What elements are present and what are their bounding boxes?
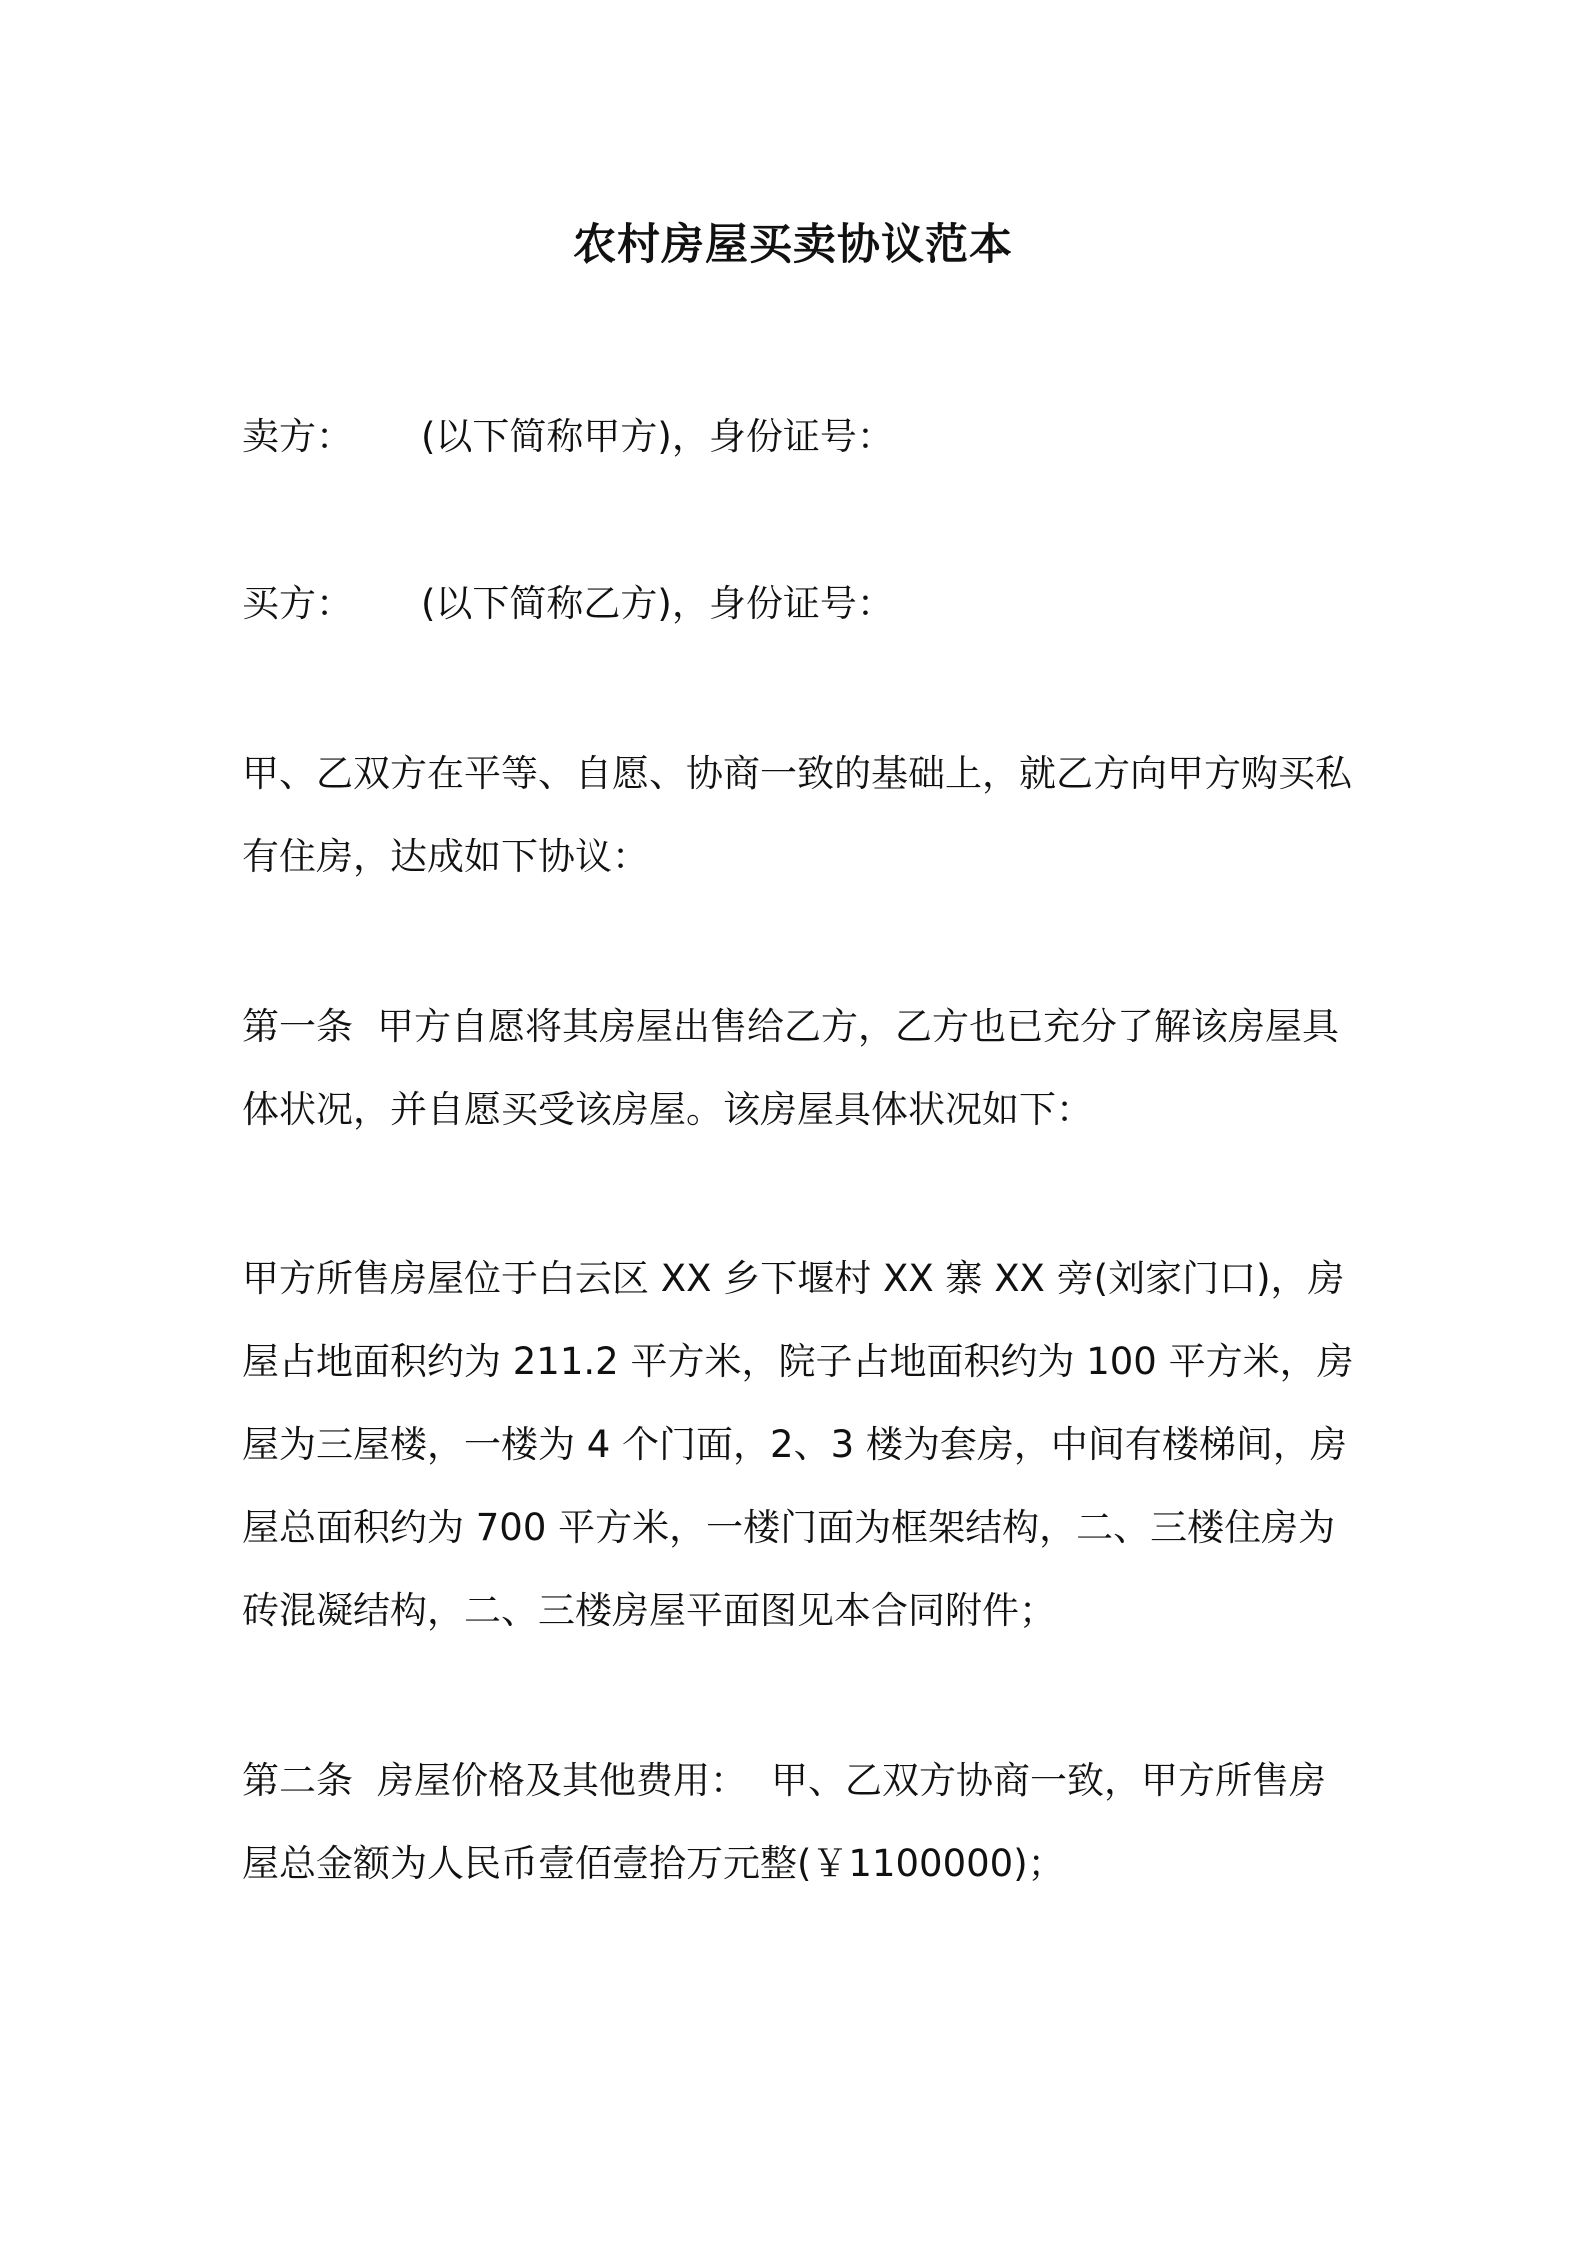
article-2-heading: 第二条 [242,1759,353,1802]
buyer-label: 买方： [242,582,353,625]
seller-text: (以下简称甲方)，身份证号： [421,415,894,458]
article-2-text: 甲、乙双方协商一致，甲方所售房屋总金额为人民币壹佰壹拾万元整(￥1100000)； [242,1759,1326,1885]
seller-line [242,395,1358,478]
document-title: 农村房屋买卖协议范本 [573,220,1013,270]
article-1-text: 甲方自愿将其房屋出售给乙方，乙方也已充分了解该房屋具体状况，并自愿买受该房屋。该房屋具体状况如下： [242,1005,1339,1131]
article-2-subject: 房屋价格及其他费用： [377,1759,747,1802]
seller-label: 卖方： [242,415,353,458]
article-2-paragraph [242,1739,1358,1905]
article-1-paragraph [242,985,1358,1151]
article-1-heading: 第一条 [242,1005,353,1048]
buyer-text: (以下简称乙方)，身份证号： [421,582,894,625]
preamble-paragraph: 甲、乙双方在平等、自愿、协商一致的基础上，就乙方向甲方购买私有住房，达成如下协议： [242,752,1352,878]
buyer-line [242,562,1358,645]
property-description-paragraph: 甲方所售房屋位于白云区 XX 乡下堰村 XX 寨 XX 旁(刘家门口)，房屋占地面积约为 211.2 平方米，院子占地面积约为 100 平方米，房屋为三屋楼，一楼为 4 个门面，2、3 楼为套房，中间有楼梯间，房屋总面积约为 700 平方米，一楼门面为框架结构，二、三楼住房为砖混凝结构，二、三楼房屋平面图见本合同附件； [242,1257,1354,1632]
